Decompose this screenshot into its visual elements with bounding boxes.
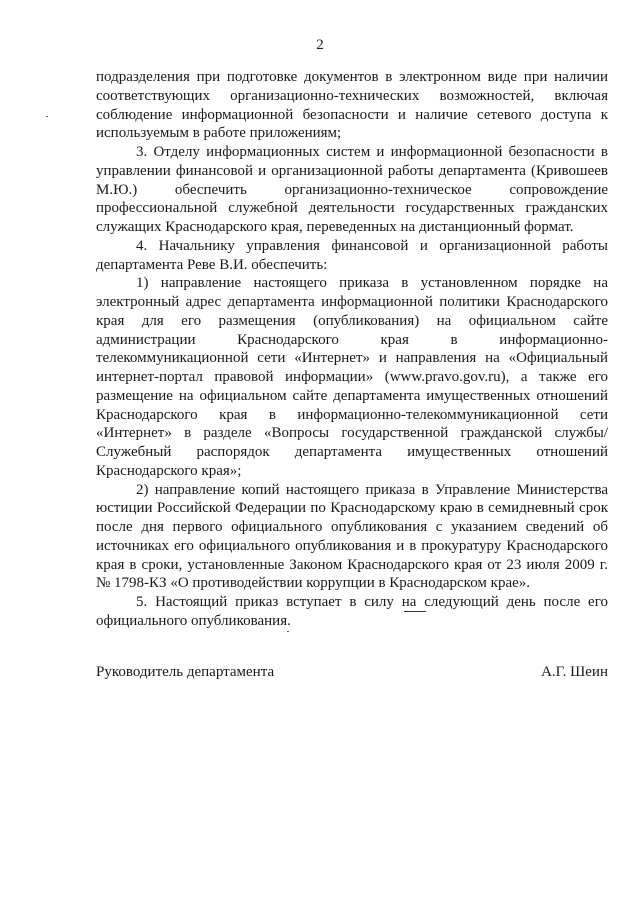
paragraph-item-4-2: 2) направление копий настоящего приказа в Управление Министерства юстиции Российской Федерации по Краснодарскому краю в семидневный срок после дня первого официального опубликования с указанием сведений об источниках его официального опубликования и в прокуратуру Краснодарского края в сроки, установленные Законом Краснодарского края от 23 июля 2009 г. № 1798-КЗ «О противодействии коррупции в Краснодарском крае».: [96, 481, 608, 592]
signatory-name: А.Г. Шеин: [541, 664, 608, 680]
paragraph-item-4-1: 1) направление настоящего приказа в установленном порядке на электронный адрес департамента информационной политики Краснодарского края для его размещения (опубликования) на официальном сайте администрации Краснодарского края в информационно-телекоммуникационной сети «Интернет» и направления на «Официальный интернет-портал правовой информации» (www.pravo.gov.ru), а также его размещение на официальном сайте департамента имущественных отношений Краснодарского края в информационно-телекоммуникационной сети «Интернет» в разделе «Вопросы государственной гражданской службы/Служебный распорядок департамента имущественных отношений Краснодарского края»;: [96, 275, 608, 479]
scan-speck: [46, 116, 48, 117]
paragraph-item-3: 3. Отделу информационных систем и информационной безопасности в управлении финансовой и организационной работы департамента (Кривошеев М.Ю.) обеспечить организационно-техническое сопровождение профессиональной служебной деятельности государственных гражданских служащих Краснодарского края, переведенных на дистанционный формат.: [96, 144, 608, 235]
document-body: [96, 68, 608, 631]
pen-stroke-mark: [404, 611, 426, 612]
signatory-title: Руководитель департамента: [96, 664, 275, 680]
scan-speck: [287, 631, 289, 632]
paragraph-continuation: подразделения при подготовке документов в электронном виде при наличии соответствующих организационно-технических возможностей, включая соблюдение информационной безопасности и наличие сетевого доступа к используемым в работе приложениям;: [96, 69, 608, 142]
page-number: 2: [316, 37, 324, 53]
paragraph-item-5: 5. Настоящий приказ вступает в силу на следующий день после его официального опубликования.: [96, 594, 608, 629]
paragraph-item-4: 4. Начальнику управления финансовой и организационной работы департамента Реве В.И. обеспечить:: [96, 237, 608, 273]
